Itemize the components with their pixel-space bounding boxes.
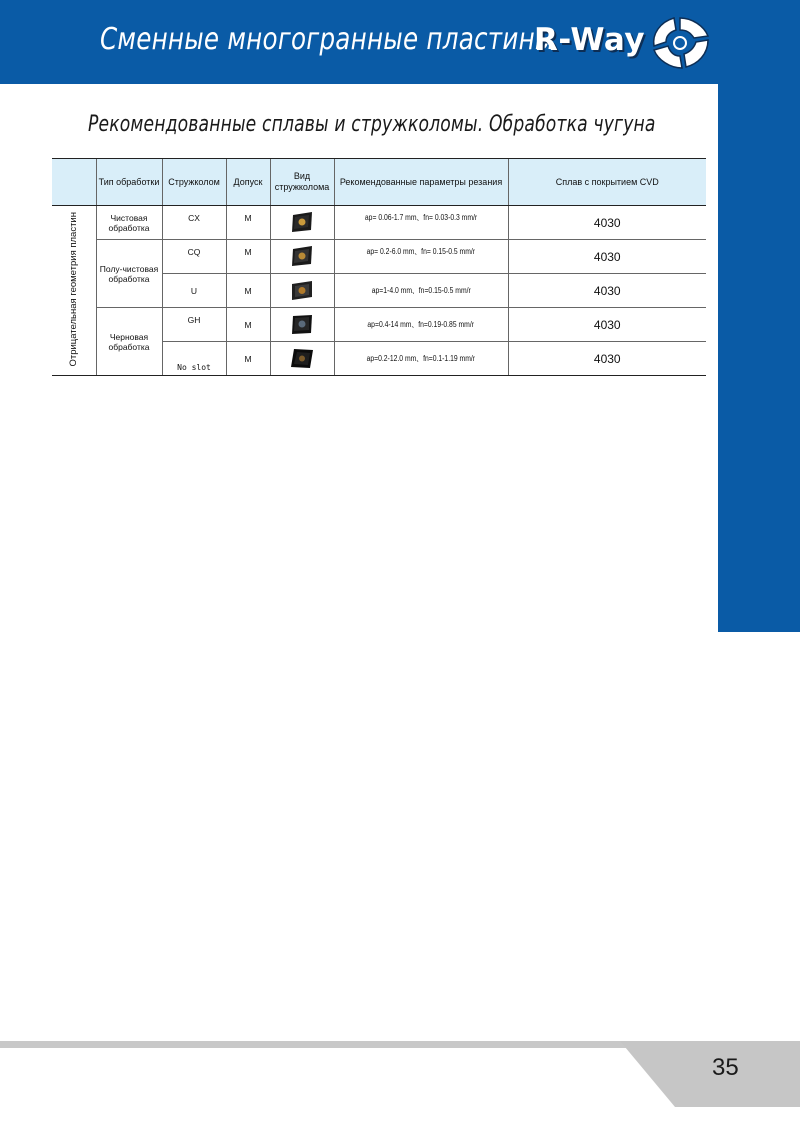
chipbreaker-cell: CQ bbox=[162, 240, 226, 274]
insert-cq-icon bbox=[288, 244, 316, 268]
grade-cell: 4030 bbox=[508, 342, 706, 376]
processing-semi-finishing: Полу-чистовая обработка bbox=[96, 240, 162, 308]
header-grade: Сплав с покрытием CVD bbox=[508, 159, 706, 206]
chipbreaker-cell: No slot bbox=[162, 342, 226, 376]
grade-cell: 4030 bbox=[508, 206, 706, 240]
table-header-row bbox=[52, 159, 706, 206]
header-params: Рекомендованные параметры резания bbox=[334, 159, 508, 206]
geometry-group-label: Отрицательная геометрия пластин bbox=[68, 211, 80, 367]
side-color-band bbox=[718, 84, 800, 632]
params-cell: ap=0.2-12.0 mm、fn=0.1-1.19 mm/r bbox=[334, 342, 508, 376]
header-tolerance: Допуск bbox=[226, 159, 270, 206]
params-cell: ap= 0.2-6.0 mm、fn= 0.15-0.5 mm/r bbox=[334, 240, 508, 274]
processing-finishing: Чистовая обработка bbox=[96, 206, 162, 240]
tolerance-cell: M bbox=[226, 342, 270, 376]
header-blank bbox=[52, 159, 96, 206]
tolerance-cell: M bbox=[226, 240, 270, 274]
table-row bbox=[52, 240, 706, 274]
processing-roughing: Черновая обработка bbox=[96, 308, 162, 376]
params-cell: ap=0.4-14 mm、fn=0.19-0.85 mm/r bbox=[334, 308, 508, 342]
tolerance-cell: M bbox=[226, 206, 270, 240]
insert-no-slot-icon bbox=[288, 346, 316, 370]
brand-name: R-Way bbox=[534, 22, 646, 58]
page-number: 35 bbox=[712, 1054, 739, 1081]
grade-cell: 4030 bbox=[508, 308, 706, 342]
params-cell: ap=1-4.0 mm、fn=0.15-0.5 mm/r bbox=[334, 274, 508, 308]
params-cell: ap= 0.06-1.7 mm、fn= 0.03-0.3 mm/r bbox=[334, 206, 508, 240]
chipbreaker-cell: U bbox=[162, 274, 226, 308]
footer-page-tab bbox=[620, 1041, 800, 1107]
recommendation-table bbox=[52, 158, 706, 376]
chipbreaker-cell: CX bbox=[162, 206, 226, 240]
header-view: Вид стружколома bbox=[270, 159, 334, 206]
tolerance-cell: M bbox=[226, 274, 270, 308]
header-title: Сменные многогранные пластины bbox=[100, 22, 555, 57]
insert-u-icon bbox=[288, 278, 316, 302]
grade-cell: 4030 bbox=[508, 240, 706, 274]
insert-gh-icon bbox=[288, 312, 316, 336]
insert-image-cell bbox=[270, 206, 334, 240]
table-row bbox=[52, 206, 706, 240]
grade-cell: 4030 bbox=[508, 274, 706, 308]
insert-image-cell bbox=[270, 240, 334, 274]
header-chipbreaker: Стружколом bbox=[162, 159, 226, 206]
insert-cx-icon bbox=[288, 210, 316, 234]
tolerance-cell: M bbox=[226, 308, 270, 342]
table-row bbox=[52, 308, 706, 342]
brand-logo-icon bbox=[648, 14, 712, 70]
header-type: Тип обработки bbox=[96, 159, 162, 206]
insert-image-cell bbox=[270, 274, 334, 308]
page-subtitle: Рекомендованные сплавы и стружколомы. Обработка чугуна bbox=[88, 112, 656, 137]
insert-image-cell bbox=[270, 342, 334, 376]
geometry-group-cell bbox=[52, 206, 96, 376]
insert-image-cell bbox=[270, 308, 334, 342]
chipbreaker-cell: GH bbox=[162, 308, 226, 342]
